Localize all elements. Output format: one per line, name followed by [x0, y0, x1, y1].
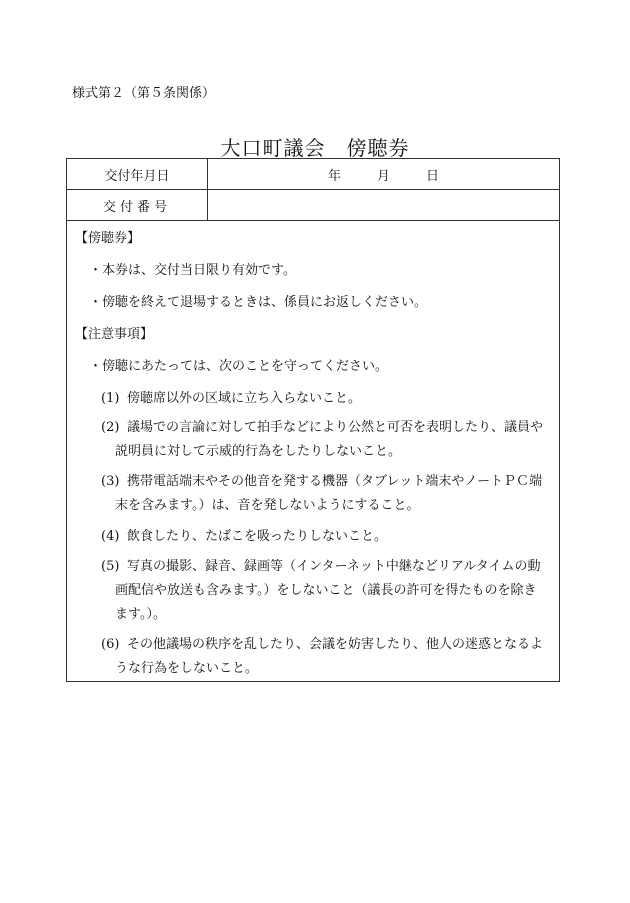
note-text: 携帯電話端末やその他音を発する機器（タブレット端末やノートＰＣ端: [127, 474, 542, 489]
issue-date-label: 交付年月日: [67, 159, 208, 189]
notes-intro: ・傍聴にあたっては、次のことを守ってください。: [89, 359, 389, 374]
note-text: 末を含みます。）は、音を発しないようにすること。: [115, 498, 420, 513]
ticket-heading: 【傍聴券】: [75, 231, 141, 246]
note-num: (2): [101, 420, 120, 435]
note-num: (1): [101, 391, 120, 406]
note-text: 議場での言論に対して拍手などにより公然と可否を表明したり、議員や: [127, 420, 544, 435]
month-label: 月: [376, 168, 390, 184]
note-text: ます。）。: [115, 607, 166, 622]
note-text: 写真の撮影、録音、録画等（インターネット中継などリアルタイムの動: [127, 559, 541, 574]
ticket-box: [66, 158, 560, 682]
note-num: (4): [101, 529, 120, 544]
note-text: 説明員に対して示威的行為をしたりしないこと。: [115, 444, 402, 459]
note-text: 飲食したり、たばこを吸ったりしないこと。: [127, 529, 388, 544]
year-label: 年: [327, 168, 341, 184]
note-num: (5): [101, 559, 120, 574]
issue-number-value: [208, 190, 559, 220]
ticket-bullet-2: ・傍聴を終えて退場するときは、係員にお返しください。: [89, 295, 428, 310]
notes-heading: 【注意事項】: [75, 327, 154, 342]
ticket-bullet-1: ・本券は、交付当日限り有効です。: [89, 263, 296, 278]
note-text: その他議場の秩序を乱したり、会議を妨害したり、他人の迷惑となるよ: [127, 637, 544, 652]
note-text: うな行為をしないこと。: [115, 661, 259, 676]
note-text: 傍聴席以外の区域に立ち入らないこと。: [127, 391, 362, 406]
issue-date-row: [67, 159, 559, 190]
day-label: 日: [426, 168, 440, 184]
issue-number-row: [67, 190, 559, 221]
issue-date-value: [208, 159, 559, 189]
document-title: 大口町議会 傍聴券: [220, 136, 410, 160]
issue-number-label: 交付番号: [67, 190, 208, 220]
form-number: 様式第２（第５条関係）: [72, 86, 216, 101]
note-num: (6): [101, 637, 120, 652]
note-text: 画配信や放送も含みます。）をしないこと（議長の許可を得たものを除き: [115, 583, 537, 598]
note-num: (3): [101, 474, 120, 489]
